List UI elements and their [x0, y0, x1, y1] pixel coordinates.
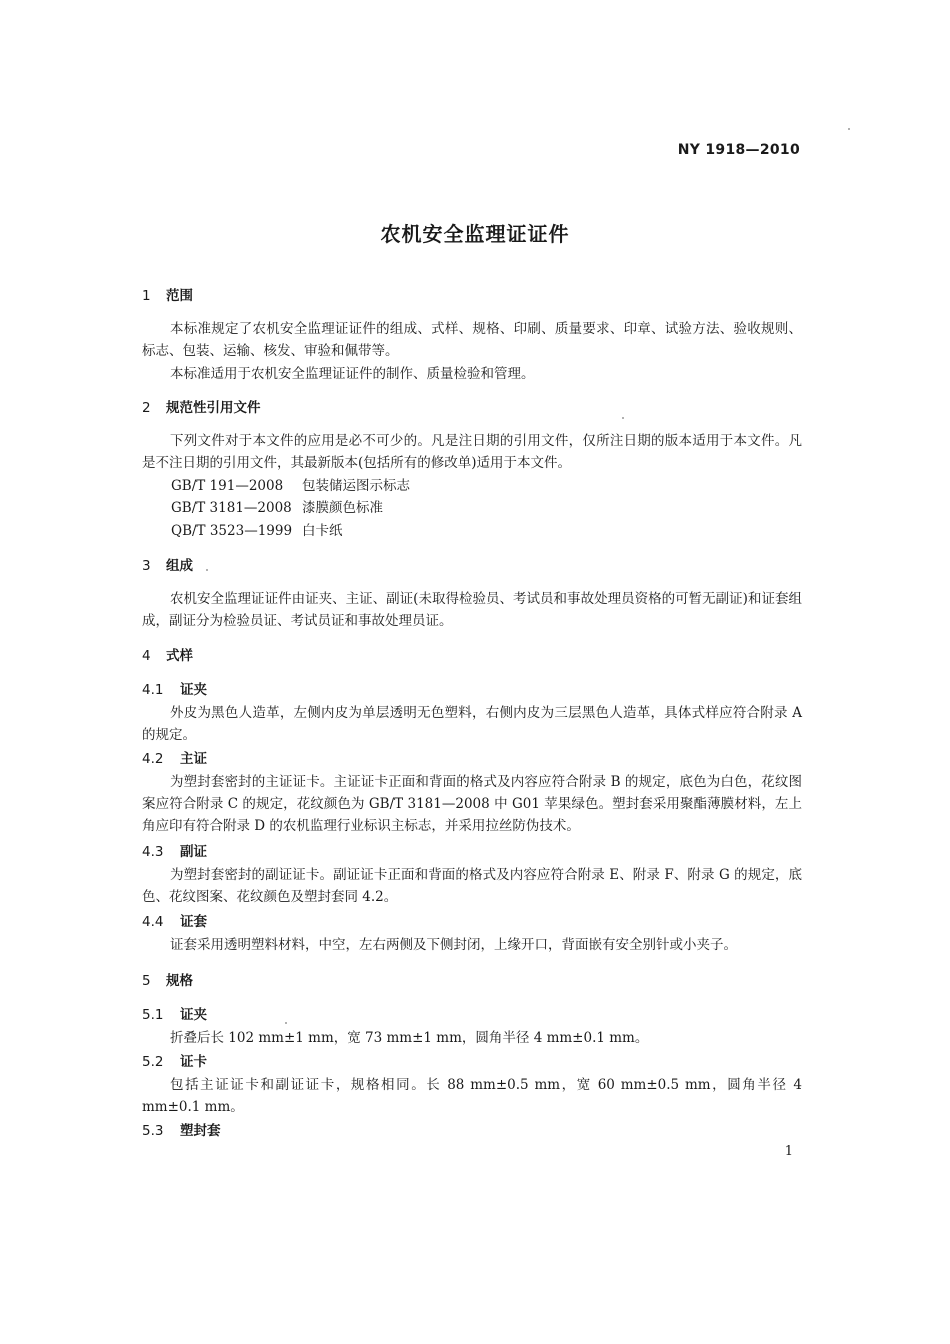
section-number: 2 — [142, 400, 151, 416]
scan-speck — [622, 417, 624, 419]
section-title: 主证 — [180, 751, 207, 767]
section-number: 5.1 — [142, 1007, 164, 1023]
scan-speck — [848, 128, 850, 130]
section-number: 4.2 — [142, 751, 164, 767]
section-5-1-heading — [142, 1004, 802, 1026]
section-number: 5 — [142, 973, 151, 989]
section-5-heading — [142, 970, 802, 992]
section-title: 塑封套 — [180, 1123, 221, 1139]
document-title: 农机安全监理证证件 — [380, 222, 570, 246]
section-4-2-paragraph: 为塑封套密封的主证证卡。主证证卡正面和背面的格式及内容应符合附录 B 的规定，底色为白色，花纹图案应符合附录 C 的规定，花纹颜色为 GB/T 3181—2008 中 G01 苹果绿色。塑封套采用聚酯薄膜材料，左上角应印有符合附录 D 的农机监理行业标识主标志，并采用拉丝防伪技术。 — [142, 774, 802, 834]
reference-item — [142, 520, 831, 542]
section-4-3-heading — [142, 841, 802, 863]
section-4-4-paragraph: 证套采用透明塑料材料，中空，左右两侧及下侧封闭，上缘开口，背面嵌有安全别针或小夹子。 — [170, 937, 737, 953]
section-title: 组成 — [166, 558, 193, 574]
section-title: 范围 — [166, 288, 193, 304]
reference-code: GB/T 3181—2008 — [171, 500, 292, 516]
section-5-2-heading — [142, 1051, 802, 1073]
section-4-2-heading — [142, 748, 802, 770]
section-4-4-heading — [142, 911, 802, 933]
section-number: 4.3 — [142, 844, 164, 860]
section-title: 证套 — [180, 914, 207, 930]
reference-name: 白卡纸 — [302, 523, 343, 539]
section-5-1-paragraph: 折叠后长 102 mm±1 mm，宽 73 mm±1 mm，圆角半径 4 mm±0.1 mm。 — [170, 1030, 649, 1046]
reference-name: 包装储运图示标志 — [302, 478, 410, 494]
reference-item — [142, 497, 831, 519]
section-number: 5.2 — [142, 1054, 164, 1070]
section-title: 证夹 — [180, 1007, 207, 1023]
section-3-heading — [142, 555, 802, 577]
section-title: 证夹 — [180, 682, 207, 698]
section-4-3-paragraph: 为塑封套密封的副证证卡。副证证卡正面和背面的格式及内容应符合附录 E、附录 F、附录 G 的规定，底色、花纹图案、花纹颜色及塑封套同 4.2。 — [142, 867, 802, 905]
reference-name: 漆膜颜色标准 — [302, 500, 383, 516]
section-number: 4 — [142, 648, 151, 664]
section-title: 式样 — [166, 648, 193, 664]
section-4-1-paragraph: 外皮为黑色人造革，左侧内皮为单层透明无色塑料，右侧内皮为三层黑色人造革，具体式样应符合附录 A 的规定。 — [142, 705, 802, 743]
section-number: 1 — [142, 288, 151, 304]
section-4-heading — [142, 645, 802, 667]
section-5-3-heading — [142, 1120, 802, 1142]
reference-code: GB/T 191—2008 — [171, 478, 284, 494]
section-number: 4.1 — [142, 682, 164, 698]
section-3-paragraph-1: 农机安全监理证证件由证夹、主证、副证(未取得检验员、考试员和事故处理员资格的可暂无副证)和证套组成，副证分为检验员证、考试员证和事故处理员证。 — [142, 591, 802, 629]
standard-code: NY 1918—2010 — [677, 142, 800, 158]
reference-code: QB/T 3523—1999 — [171, 523, 293, 539]
section-1-heading — [142, 285, 802, 307]
scan-speck — [206, 569, 208, 571]
section-1-paragraph-1: 本标准规定了农机安全监理证证件的组成、式样、规格、印刷、质量要求、印章、试验方法、验收规则、标志、包装、运输、核发、审验和佩带等。 — [142, 321, 802, 359]
section-4-1-heading — [142, 679, 802, 701]
section-number: 5.3 — [142, 1123, 164, 1139]
section-1-paragraph-2: 本标准适用于农机安全监理证证件的制作、质量检验和管理。 — [170, 366, 535, 382]
section-title: 规范性引用文件 — [166, 400, 261, 416]
reference-item — [142, 475, 831, 497]
section-number: 3 — [142, 558, 151, 574]
scan-speck — [285, 1022, 287, 1024]
section-2-heading — [142, 397, 802, 419]
section-title: 证卡 — [180, 1054, 207, 1070]
section-2-paragraph-1: 下列文件对于本文件的应用是必不可少的。凡是注日期的引用文件，仅所注日期的版本适用于本文件。凡是不注日期的引用文件，其最新版本(包括所有的修改单)适用于本文件。 — [142, 433, 802, 471]
page-number: 1 — [784, 1144, 793, 1159]
section-5-2-paragraph: 包括主证证卡和副证证卡，规格相同。长 88 mm±0.5 mm，宽 60 mm±0.5 mm，圆角半径 4 mm±0.1 mm。 — [142, 1077, 802, 1115]
section-title: 副证 — [180, 844, 207, 860]
section-number: 4.4 — [142, 914, 164, 930]
section-title: 规格 — [166, 973, 193, 989]
